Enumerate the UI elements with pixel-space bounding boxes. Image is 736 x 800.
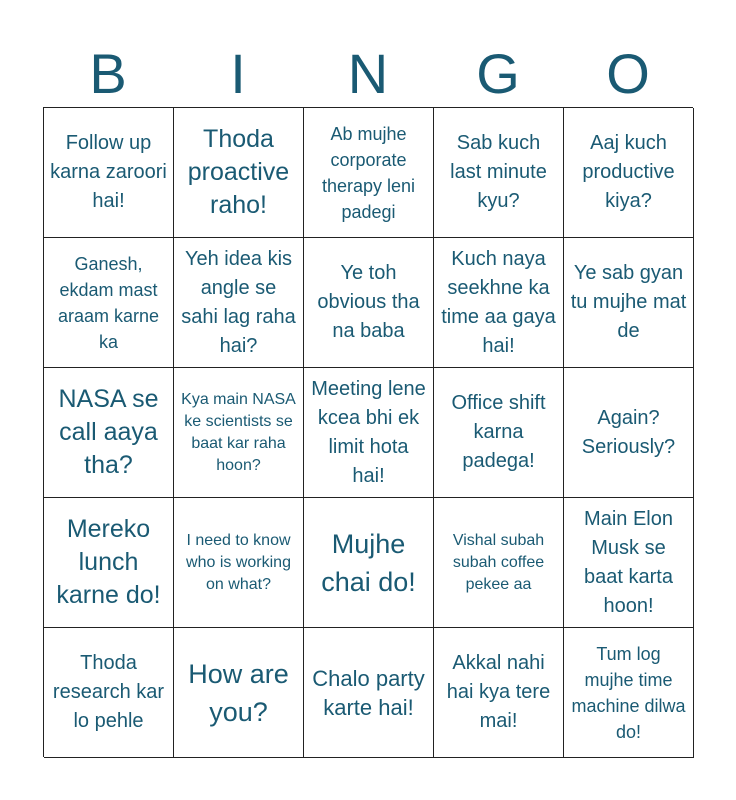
header-letter-b: B — [89, 42, 127, 105]
cell-text: Thoda research kar lo pehle — [52, 652, 165, 732]
cell-text: Kya main NASA ke scientists se baat kar raha hoon? — [181, 390, 296, 474]
header-letter-g: G — [476, 42, 520, 105]
cell-text: I need to know who is working on what? — [186, 531, 291, 593]
header-letter-i: I — [230, 42, 246, 105]
cell-text: Chalo party karte hai! — [312, 665, 425, 720]
cell-text: Kuch naya seekhne ka time aa gaya hai! — [441, 247, 556, 357]
cell-text: Ganesh, ekdam mast araam karne ka — [57, 253, 160, 352]
cell-text: Mujhe chai do! — [321, 528, 416, 597]
bingo-cell[interactable] — [564, 368, 694, 498]
bingo-cell[interactable] — [44, 498, 174, 628]
bingo-cell[interactable] — [44, 238, 174, 368]
cell-text: Akkal nahi hai kya tere mai! — [446, 652, 551, 732]
cell-text: Thoda proactive raho! — [187, 125, 290, 219]
bingo-cell[interactable] — [174, 108, 304, 238]
bingo-cell[interactable] — [564, 498, 694, 628]
bingo-board — [43, 107, 693, 757]
cell-text: Again? Seriously? — [581, 406, 676, 458]
bingo-cell[interactable] — [434, 628, 564, 758]
cell-text: Ye toh obvious tha na baba — [317, 262, 420, 342]
bingo-cell[interactable] — [174, 498, 304, 628]
cell-text: Yeh idea kis angle se sahi lag raha hai? — [181, 247, 296, 357]
bingo-cell[interactable] — [564, 628, 694, 758]
cell-text: Follow up karna zaroori hai! — [50, 132, 167, 212]
bingo-cell[interactable] — [174, 368, 304, 498]
cell-text: How are you? — [188, 658, 289, 727]
cell-text: Sab kuch last minute kyu? — [450, 132, 547, 212]
bingo-cell[interactable] — [434, 368, 564, 498]
cell-text: Meeting lene kcea bhi ek limit hota hai! — [311, 377, 426, 487]
bingo-cell[interactable] — [304, 498, 434, 628]
bingo-cell[interactable] — [304, 108, 434, 238]
bingo-cell[interactable] — [44, 108, 174, 238]
bingo-cell[interactable] — [434, 498, 564, 628]
cell-text: Ab mujhe corporate therapy leni padegi — [321, 123, 416, 222]
header-letter-n: N — [347, 42, 389, 105]
bingo-cell[interactable] — [174, 238, 304, 368]
header-letter-o: O — [606, 42, 650, 105]
bingo-cell[interactable] — [304, 628, 434, 758]
bingo-cell[interactable] — [434, 238, 564, 368]
cell-text: Office shift karna padega! — [451, 392, 546, 472]
bingo-cell[interactable] — [304, 238, 434, 368]
bingo-cell[interactable] — [564, 238, 694, 368]
cell-text: Main Elon Musk se baat karta hoon! — [584, 507, 673, 617]
bingo-cell[interactable] — [434, 108, 564, 238]
cell-text: Tum log mujhe time machine dilwa do! — [571, 643, 686, 742]
bingo-cell[interactable] — [44, 368, 174, 498]
cell-text: NASA se call aaya tha? — [58, 385, 159, 479]
cell-text: Mereko lunch karne do! — [56, 515, 161, 609]
bingo-cell[interactable] — [564, 108, 694, 238]
bingo-cell[interactable] — [304, 368, 434, 498]
cell-text: Vishal subah subah coffee pekee aa — [452, 531, 545, 593]
bingo-header — [43, 40, 693, 108]
cell-text: Ye sab gyan tu mujhe mat de — [570, 262, 687, 342]
cell-text: Aaj kuch productive kiya? — [582, 132, 675, 212]
bingo-cell[interactable] — [174, 628, 304, 758]
bingo-cell[interactable] — [44, 628, 174, 758]
